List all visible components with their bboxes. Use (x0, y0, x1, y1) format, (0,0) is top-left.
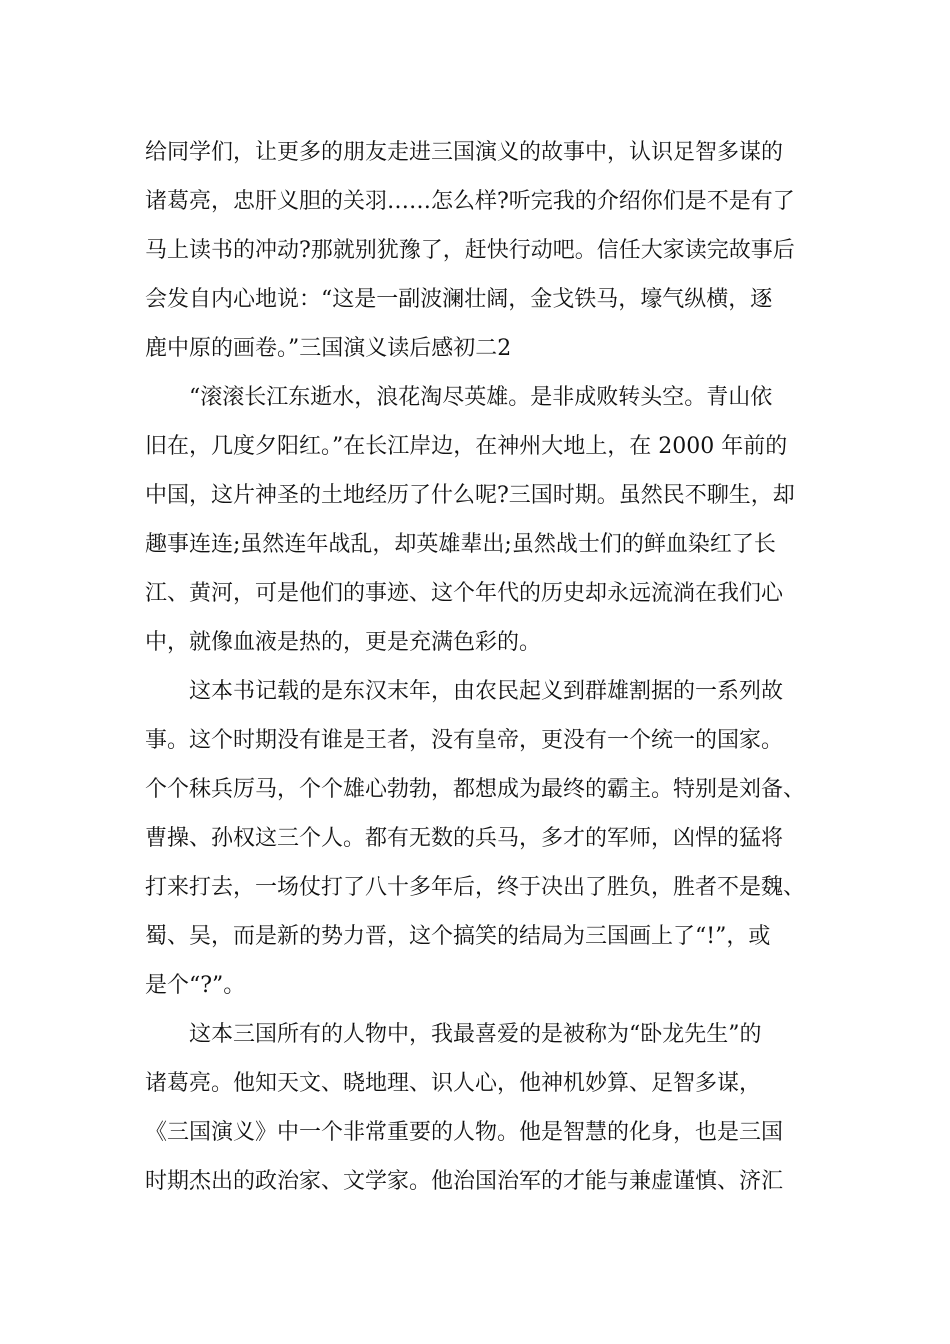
text-line: 旧在，几度夕阳红。”在长江岸边，在神州大地上，在 2000 年前的 (145, 434, 788, 459)
text-line: 诸葛亮。他知天文、晓地理、识人心，他神机妙算、足智多谋， (145, 1071, 762, 1096)
text-line: 事。这个时期没有谁是王者，没有皇帝，更没有一个统一的国家。 (145, 728, 784, 753)
text-line: 蜀、吴，而是新的势力晋，这个搞笑的结局为三国画上了“!”，或 (145, 924, 771, 949)
text-line: 诸葛亮，忠肝义胆的关羽……怎么样?听完我的介绍你们是不是有了 (145, 189, 795, 214)
text-line: 趣事连连;虽然连年战乱，却英雄辈出;虽然战士们的鲜血染红了长 (145, 532, 776, 557)
text-line: 是个“?”。 (145, 973, 246, 998)
text-line: 个个秣兵厉马，个个雄心勃勃，都想成为最终的霸主。特别是刘备、 (145, 777, 806, 802)
text-line: 时期杰出的政治家、文学家。他治国治军的才能与兼虚谨慎、济汇 (145, 1169, 784, 1194)
document-body (145, 128, 825, 1206)
text-line: “滚滚长江东逝水，浪花淘尽英雄。是非成败转头空。青山依 (189, 385, 773, 410)
text-line: 中国，这片神圣的土地经历了什么呢?三国时期。虽然民不聊生，却 (145, 483, 795, 508)
text-line: 这本三国所有的人物中，我最喜爱的是被称为“卧龙先生”的 (189, 1022, 762, 1047)
text-line: 江、黄河，可是他们的事迹、这个年代的历史却永远流淌在我们心 (145, 581, 784, 606)
text-line: 马上读书的冲动?那就别犹豫了，赶快行动吧。信任大家读完故事后 (145, 238, 795, 263)
text-line: 打来打去，一场仗打了八十多年后，终于决出了胜负，胜者不是魏、 (145, 875, 806, 900)
text-line: 中，就像血液是热的，更是充满色彩的。 (145, 630, 542, 655)
text-line: 这本书记载的是东汉末年，由农民起义到群雄割据的一系列故 (189, 679, 784, 704)
text-line: 鹿中原的画卷。”三国演义读后感初二2 (145, 336, 512, 361)
text-line: 给同学们，让更多的朋友走进三国演义的故事中，认识足智多谋的 (145, 140, 784, 165)
text-line: 会发自内心地说：“这是一副波澜壮阔，金戈铁马，壕气纵横，逐 (145, 287, 773, 312)
text-line: 曹操、孙权这三个人。都有无数的兵马，多才的军师，凶悍的猛将 (145, 826, 784, 851)
text-line: 《三国演义》中一个非常重要的人物。他是智慧的化身，也是三国 (145, 1120, 784, 1145)
